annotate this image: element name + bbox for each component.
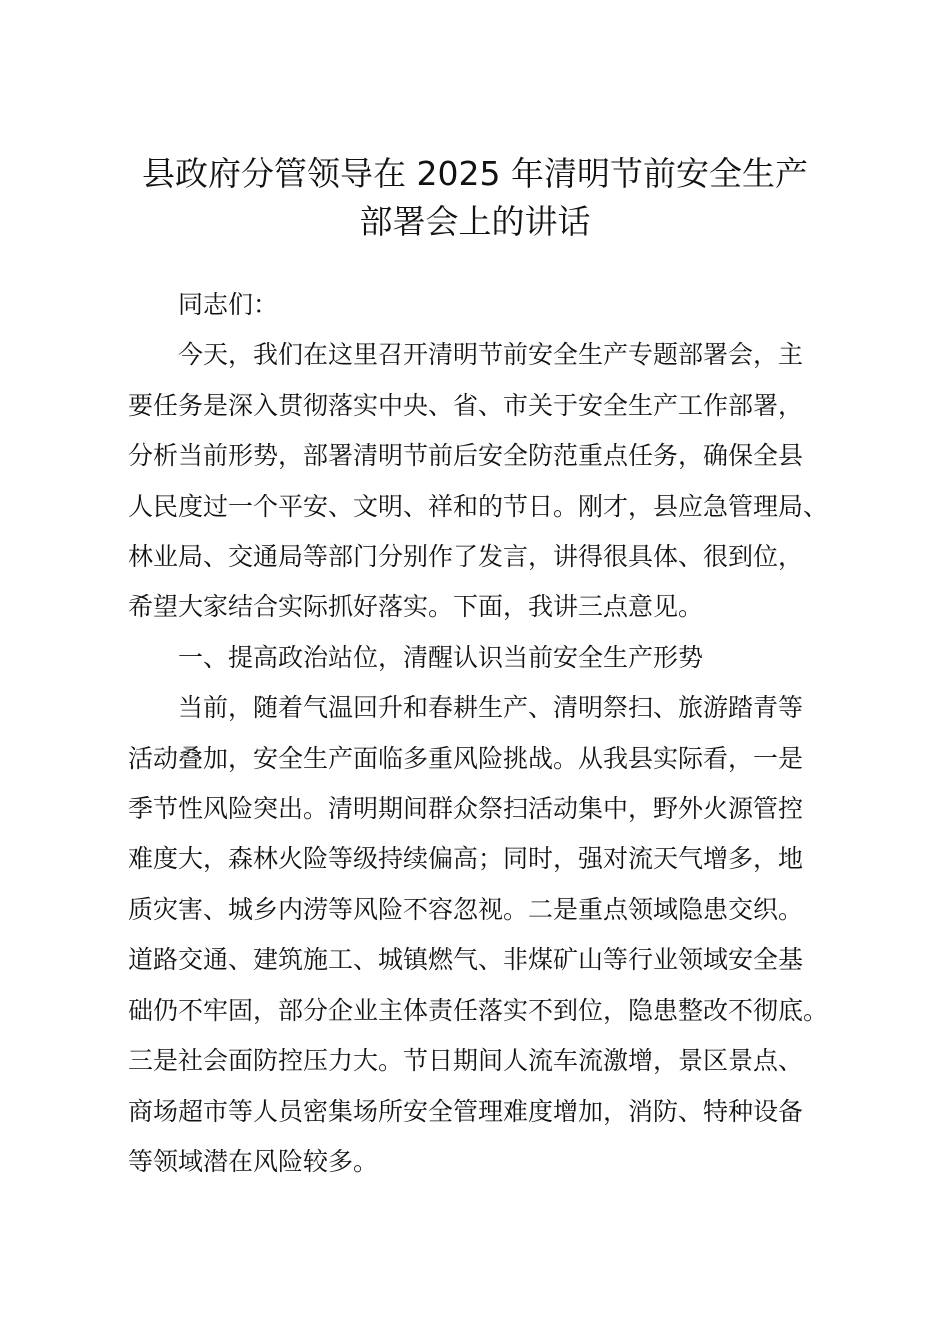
paragraph-line: 础仍不牢固，部分企业主体责任落实不到位，隐患整改不彻底。	[128, 995, 829, 1025]
paragraph-line: 人民度过一个平安、文明、祥和的节日。刚才，县应急管理局、	[128, 491, 829, 521]
paragraph-line: 林业局、交通局等部门分别作了发言，讲得很具体、很到位，	[128, 542, 804, 572]
section-heading-text: 一、提高政治站位，清醒认识当前安全生产形势	[178, 642, 704, 672]
paragraph-line: 商场超市等人员密集场所安全管理难度增加，消防、特种设备	[128, 1096, 804, 1126]
section-heading-1	[128, 633, 848, 683]
paragraph-line: 三是社会面防控压力大。节日期间人流车流激增，景区景点、	[128, 1046, 804, 1076]
document-body	[128, 280, 848, 1187]
paragraph-line: 今天，我们在这里召开清明节前安全生产专题部署会，主	[178, 340, 804, 370]
paragraph-line: 要任务是深入贯彻落实中央、省、市关于安全生产工作部署，	[128, 390, 804, 420]
paragraph-line: 质灾害、城乡内涝等风险不容忽视。二是重点领域隐患交织。	[128, 894, 804, 924]
paragraph-line: 活动叠加，安全生产面临多重风险挑战。从我县实际看，一是	[128, 743, 804, 773]
document-title	[100, 150, 850, 246]
paragraph-line: 道路交通、建筑施工、城镇燃气、非煤矿山等行业领域安全基	[128, 945, 804, 975]
salutation	[128, 280, 848, 330]
paragraph-situation	[128, 683, 848, 1187]
paragraph-line: 难度大，森林火险等级持续偏高；同时，强对流天气增多，地	[128, 844, 804, 874]
paragraph-line: 等领域潜在风险较多。	[128, 1146, 379, 1176]
title-line-2: 部署会上的讲话	[359, 202, 591, 241]
paragraph-line: 分析当前形势，部署清明节前后安全防范重点任务，确保全县	[128, 441, 804, 471]
paragraph-line: 季节性风险突出。清明期间群众祭扫活动集中，野外火源管控	[128, 794, 804, 824]
paragraph-line: 希望大家结合实际抓好落实。下面，我讲三点意见。	[128, 592, 704, 622]
paragraph-intro	[128, 330, 848, 632]
paragraph-line: 当前，随着气温回升和春耕生产、清明祭扫、旅游踏青等	[178, 693, 804, 723]
salutation-text: 同志们：	[178, 290, 279, 319]
title-line-1: 县政府分管领导在 2025 年清明节前安全生产	[142, 154, 808, 193]
